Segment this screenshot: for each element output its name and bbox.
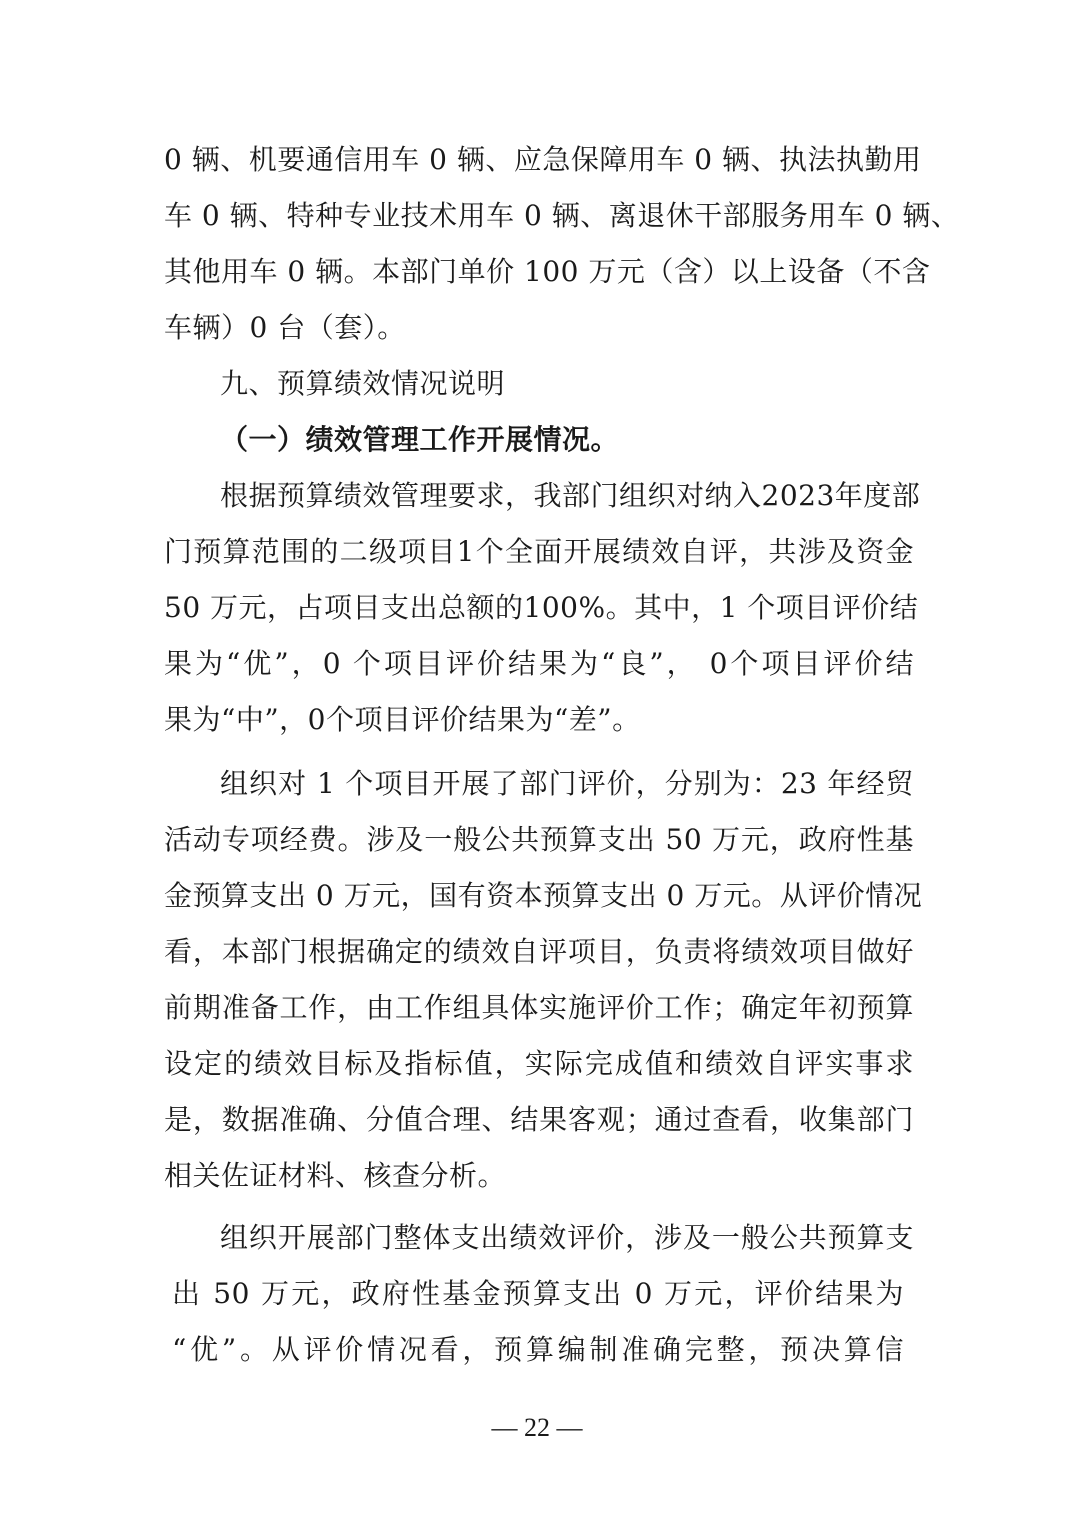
paragraph-line: 0 辆、机要通信用车 0 辆、应急保障用车 0 辆、执法执勤用 <box>164 143 922 176</box>
paragraph-line: 其他用车 0 辆。本部门单价 100 万元（含）以上设备（不含 <box>164 255 931 288</box>
paragraph-line: 前期准备工作，由工作组具体实施评价工作；确定年初预算 <box>164 991 914 1024</box>
paragraph-line: 金预算支出 0 万元，国有资本预算支出 0 万元。从评价情况 <box>164 879 923 912</box>
page-number: — 22 — <box>491 1413 583 1442</box>
paragraph-line: “优”。从评价情况看，预算编制准确完整，预决算信 <box>172 1333 904 1366</box>
paragraph-line: 门预算范围的二级项目1个全面开展绩效自评，共涉及资金 <box>164 535 914 568</box>
paragraph-line: 果为“中”，0个项目评价结果为“差”。 <box>164 703 641 736</box>
paragraph-line: 设定的绩效目标及指标值，实际完成值和绩效自评实事求 <box>164 1047 914 1080</box>
paragraph-line: 车 0 辆、特种专业技术用车 0 辆、离退休干部服务用车 0 辆、 <box>164 199 960 232</box>
paragraph-line: 活动专项经费。涉及一般公共预算支出 50 万元，政府性基 <box>164 823 914 856</box>
paragraph-line: 相关佐证材料、核查分析。 <box>164 1159 507 1192</box>
subsection-heading: （一）绩效管理工作开展情况。 <box>220 423 620 456</box>
paragraph-line: 出 50 万元，政府性基金预算支出 0 万元，评价结果为 <box>172 1277 904 1310</box>
paragraph-line: 车辆）0 台（套）。 <box>164 311 406 344</box>
paragraph-line: 组织开展部门整体支出绩效评价，涉及一般公共预算支 <box>220 1221 914 1254</box>
section-heading: 九、预算绩效情况说明 <box>220 367 506 400</box>
paragraph-line: 组织对 1 个项目开展了部门评价，分别为：23 年经贸 <box>220 767 914 800</box>
paragraph-line: 根据预算绩效管理要求，我部门组织对纳入2023年度部 <box>220 479 921 512</box>
paragraph-line: 看，本部门根据确定的绩效自评项目，负责将绩效项目做好 <box>164 935 914 968</box>
paragraph-line: 是，数据准确、分值合理、结果客观；通过查看，收集部门 <box>164 1103 914 1136</box>
paragraph-line: 50 万元，占项目支出总额的100%。其中，1 个项目评价结 <box>164 591 919 624</box>
paragraph-line: 果为“优”，0 个项目评价结果为“良”， 0个项目评价结 <box>164 647 914 680</box>
